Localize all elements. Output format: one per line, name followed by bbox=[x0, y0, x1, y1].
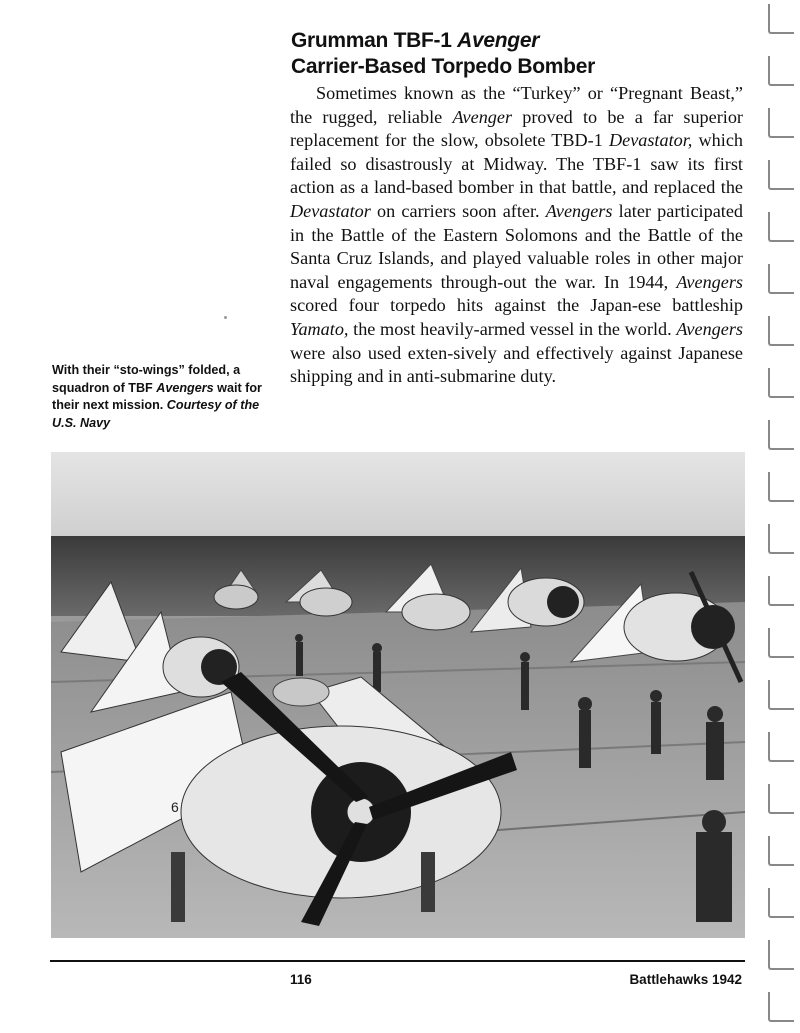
running-footer-title: Battlehawks 1942 bbox=[629, 972, 742, 987]
binding-ring bbox=[768, 940, 794, 970]
binding-ring bbox=[768, 108, 794, 138]
page-number: 116 bbox=[290, 972, 312, 987]
heading-line-2: Carrier-Based Torpedo Bomber bbox=[291, 55, 595, 78]
binding-ring bbox=[768, 836, 794, 866]
binding-ring bbox=[768, 160, 794, 190]
heading-line-1 bbox=[291, 28, 751, 54]
binding-ring bbox=[768, 368, 794, 398]
binding-ring bbox=[768, 212, 794, 242]
binding-ring bbox=[768, 888, 794, 918]
binding-ring bbox=[768, 628, 794, 658]
binding-ring bbox=[768, 56, 794, 86]
binding-ring bbox=[768, 524, 794, 554]
body-paragraph: Sometimes known as the “Turkey” or “Pregnant Beast,” the rugged, reliable Avenger proved to be a far superior replacement for the slow, obsolete TBD-1 Devastator, which failed so disastrously at Midway. The TBF-1 saw its first action as a land-based bomber in that battle, and replaced the Devastator on carriers soon after. Avengers later participated in the Battle of the Eastern Solomons and the Battle of the Santa Cruz Islands, and played valuable roles in other major naval engagements through-out the war. In 1944, Avengers scored four torpedo hits against the Japan-ese battleship Yamato, the most heavily-armed vessel in the world. Avengers were also used exten-sively and effectively against Japanese shipping and in anti-submarine duty. bbox=[290, 83, 743, 387]
heading-prefix: Grumman TBF-1 bbox=[291, 29, 458, 52]
binding-ring bbox=[768, 784, 794, 814]
section-heading bbox=[291, 28, 751, 80]
binding-ring bbox=[768, 576, 794, 606]
binding-ring bbox=[768, 680, 794, 710]
aircraft-number-marking: 6 bbox=[171, 799, 179, 815]
photo-illustration bbox=[51, 452, 745, 938]
binding-ring bbox=[768, 420, 794, 450]
binding-ring bbox=[768, 472, 794, 502]
binding-ring bbox=[768, 732, 794, 762]
footer-rule bbox=[50, 960, 745, 962]
binding-ring bbox=[768, 316, 794, 346]
photo-caption: With their “sto-wings” folded, a squadron of TBF Avengers wait for their next mission. Courtesy of the U.S. Navy bbox=[52, 363, 262, 430]
binding-ring bbox=[768, 264, 794, 294]
photo-avengers-on-deck bbox=[51, 452, 745, 938]
binding-ring bbox=[768, 992, 794, 1022]
spiral-binding bbox=[756, 0, 800, 1033]
binding-ring bbox=[768, 4, 794, 34]
heading-aircraft-name: Avenger bbox=[457, 29, 540, 52]
article-body bbox=[290, 82, 743, 389]
print-speck bbox=[224, 316, 227, 319]
